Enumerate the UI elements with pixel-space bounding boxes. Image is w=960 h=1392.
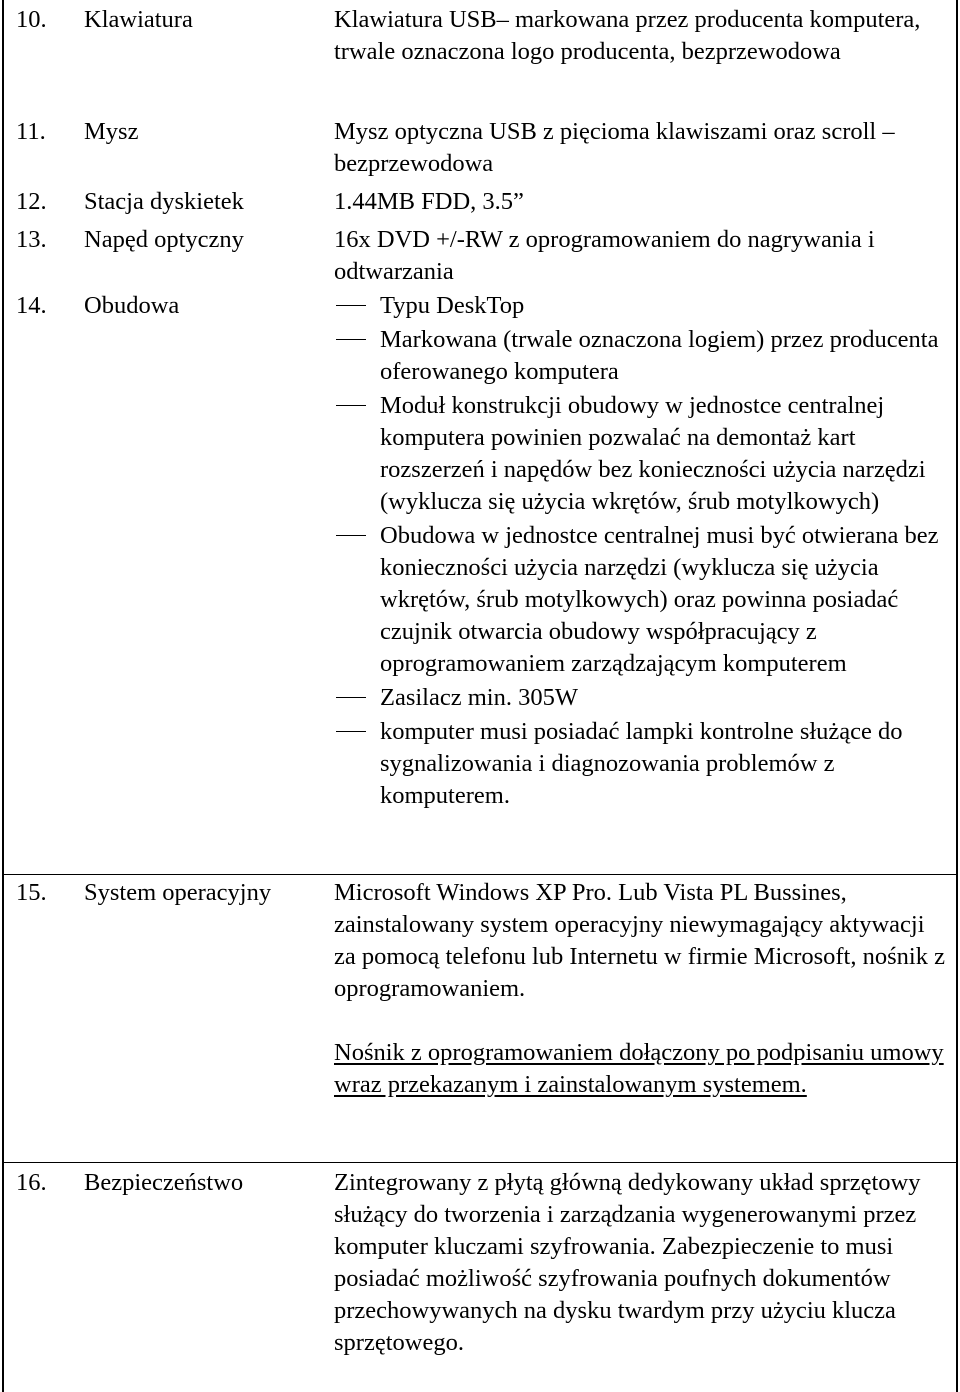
dash-bullet-icon (336, 697, 366, 698)
component-name: Stacja dyskietek (84, 188, 244, 215)
list-item: Markowana (trwale oznaczona logiem) przez producenta oferowanego komputera (332, 324, 952, 388)
component-description (334, 877, 952, 1101)
dash-bullet-icon (336, 731, 366, 732)
component-description: Klawiatura USB– markowana przez producenta komputera, trwale oznaczona logo producenta, bezprzewodowa (334, 6, 921, 65)
component-name: System operacyjny (84, 879, 272, 906)
dash-bullet-icon (336, 339, 366, 340)
component-name: Obudowa (84, 292, 180, 319)
list-item: komputer musi posiadać lampki kontrolne służące do sygnalizowania i diagnozowania problemów z komputerem. (332, 716, 952, 812)
list-item: Moduł konstrukcji obudowy w jednostce centralnej komputera powinien pozwalać na demontaż kart rozszerzeń i napędów bez konieczności użycia narzędzi (wyklucza się użycia wkrętów, śrub motylkowych) (332, 390, 952, 518)
component-description: Zintegrowany z płytą główną dedykowany układ sprzętowy służący do tworzenia i zarządzania wygenerowanymi przez komputer kluczami szyfrowania. Zabezpieczenie to musi posiadać możliwość szyfrowania poufnych dokumentów przechowywanych na dysku twardym przy użyciu klucza sprzętowego. (334, 1169, 921, 1356)
component-description: 1.44MB FDD, 3.5” (334, 188, 524, 215)
media-note: Nośnik z oprogramowaniem dołączony po podpisaniu umowy wraz przekazanym i zainstalowanym systemem. (334, 1039, 944, 1098)
component-name: Napęd optyczny (84, 226, 244, 253)
row-number: 12. (16, 188, 47, 215)
requirements-list (332, 290, 952, 812)
dash-bullet-icon (336, 305, 366, 306)
row-number: 14. (16, 292, 47, 319)
dash-bullet-icon (336, 535, 366, 536)
component-name: Mysz (84, 118, 139, 145)
table-row (4, 874, 956, 1098)
list-item: Obudowa w jednostce centralnej musi być otwierana bez konieczności użycia narzędzi (wyklucza się użycia wkrętów, śrub motylkowych) oraz powinna posiadać czujnik otwarcia obudowy współpracujący z oprogramowaniem zarządzającym komputerem (332, 520, 952, 680)
table-row (4, 1162, 956, 1356)
row-number: 15. (16, 879, 47, 906)
row-number: 16. (16, 1169, 47, 1196)
component-description: Mysz optyczna USB z pięcioma klawiszami oraz scroll – bezprzewodowa (334, 118, 895, 177)
component-name: Bezpieczeństwo (84, 1169, 244, 1196)
os-description: Microsoft Windows XP Pro. Lub Vista PL Bussines, zainstalowany system operacyjny niewymagający aktywacji za pomocą telefonu lub Internetu w firmie Microsoft, nośnik z oprogramowaniem. (334, 879, 945, 1002)
row-number: 11. (16, 118, 46, 145)
list-item: Typu DeskTop (332, 290, 952, 322)
component-name: Klawiatura (84, 6, 193, 33)
list-item: Zasilacz min. 305W (332, 682, 952, 714)
row-number: 10. (16, 6, 47, 33)
dash-bullet-icon (336, 405, 366, 406)
component-description: 16x DVD +/-RW z oprogramowaniem do nagrywania i odtwarzania (334, 226, 875, 285)
row-number: 13. (16, 226, 47, 253)
specification-table (2, 0, 958, 1392)
